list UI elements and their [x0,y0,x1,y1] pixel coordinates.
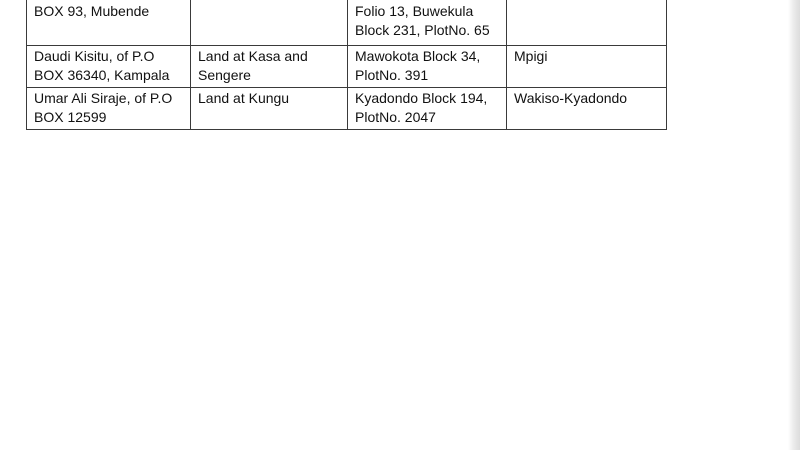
cell-line: Folio 13, Buwekula [355,3,474,19]
registration-cell [348,88,507,130]
cell-line [514,0,660,2]
owner-cell [27,46,191,88]
owner-cell [27,0,191,46]
page-edge-shadow [788,0,800,450]
land-table [26,0,667,130]
cell-line: Kyadondo Block 194, [355,90,488,106]
cell-line: PlotNo. 391 [355,67,429,83]
land-cell [191,88,348,130]
cell-line: Mawokota Block 34, [355,48,481,64]
cell-line: Wakiso-Kyadondo [514,90,628,106]
cell-line: BOX 36340, Kampala [34,67,170,83]
cell-line: Land at Kasa and [198,48,308,64]
table-row [27,0,667,46]
table-row [27,46,667,88]
cell-line: Mpigi [514,48,548,64]
cell-line: Land at Kungu [198,90,290,106]
owner-cell [27,88,191,130]
cell-line: BOX 93, Mubende [34,3,150,19]
district-cell [507,46,667,88]
registration-cell [348,0,507,46]
cell-line: Daudi Kisitu, of P.O [34,48,155,64]
cell-line: Block 231, PlotNo. 65 [355,22,490,38]
district-cell [507,0,667,46]
cell-line [198,0,341,2]
cell-line: PlotNo. 2047 [355,109,436,125]
registration-cell [348,46,507,88]
district-cell [507,88,667,130]
table-row [27,88,667,130]
cell-line: Umar Ali Siraje, of P.O [34,90,173,106]
land-cell [191,46,348,88]
land-cell [191,0,348,46]
cell-line: Sengere [198,67,251,83]
cell-line: BOX 12599 [34,109,107,125]
